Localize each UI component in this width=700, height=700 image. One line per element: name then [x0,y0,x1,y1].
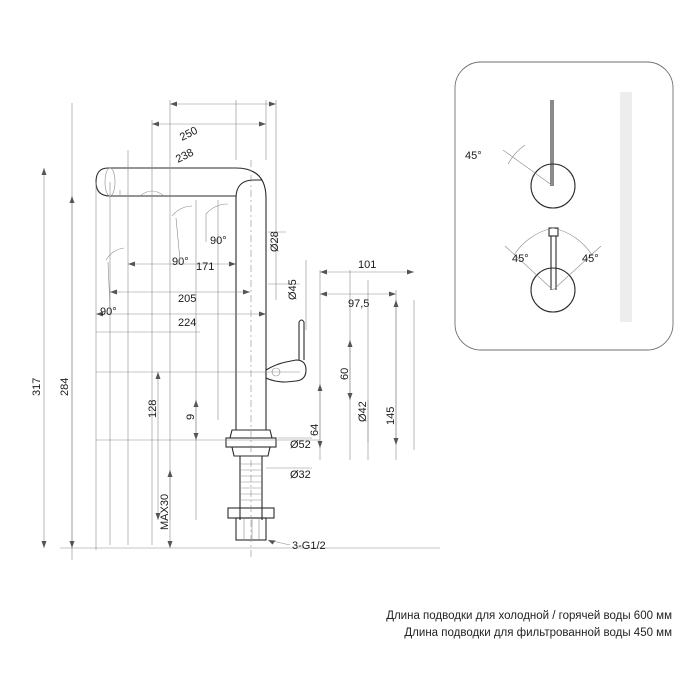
arrow-238-left [152,122,159,127]
dim-d42-label: Ø42 [357,401,369,422]
arrow-284-bottom [70,541,75,548]
notes-block [386,608,672,642]
detail-angle-right-label: 45° [582,253,599,265]
angle-arc-a [206,204,228,214]
dim-145-label: 145 [385,406,397,425]
dim-9-label: 9 [185,413,197,420]
arrow-205-right [243,290,250,295]
spout-bend-inner [236,180,262,198]
arrow-171-left [128,262,135,267]
detail-angle-top-label: 45° [465,150,482,162]
arrow-284-top [70,196,75,203]
dim-angle-b-label: 90° [172,256,189,268]
dim-205-label: 205 [178,293,197,305]
dim-317-label: 317 [31,377,43,396]
thread-label: 3-G1/2 [292,540,326,552]
dim-d45-label: Ø45 [287,279,299,300]
dim-d28-label: Ø28 [269,231,281,252]
arrow-101-left [320,270,327,275]
arrow-317-top [42,168,47,175]
arrow-250-left [170,102,177,107]
dim-128-label: 128 [147,399,159,418]
arrow-60-top [348,340,353,347]
thread-arrow [268,540,276,545]
angle-arc-b [172,206,192,216]
dim-101-label: 101 [358,259,377,271]
dim-d32-label: Ø32 [290,469,311,481]
arrow-max30-top [168,470,173,477]
arrow-205-left [110,290,117,295]
dim-224-label: 224 [178,317,197,329]
panel-grip-strip [620,92,632,322]
note-line-1: Длина подводки для холодной / горячей воды 600 мм [386,610,672,622]
note-line-2: Длина подводки для фильтрованной воды 450 мм [404,627,672,639]
arrow-128-top [156,372,161,379]
arrow-171-right [229,262,236,267]
faucet-body-group [96,160,306,560]
arrow-9-top [194,400,199,407]
detail-angle-left-label: 45° [512,253,529,265]
lever-tip [299,320,304,322]
dim-d52-label: Ø52 [290,439,311,451]
arrow-975-right [389,292,396,297]
angle-ray-b [176,218,180,260]
dim-975-label: 97,5 [348,298,370,310]
arrow-101-right [407,270,414,275]
dim-angle-a-label: 90° [210,235,227,247]
arrow-9-bottom [194,433,199,440]
arrow-max30-bottom [168,541,173,548]
dim-284-label: 284 [59,377,71,396]
arrow-317-bottom [42,541,47,548]
dim-angle-c-label: 90° [100,306,117,318]
dim-171-label: 171 [196,261,215,273]
dim-238-label: 238 [173,146,196,166]
arrow-145-bottom [394,438,399,445]
dim-64-label: 64 [309,423,321,436]
dim-max30-label: MAX30 [159,493,171,530]
arrow-224-right [259,312,266,317]
angle-arc-c [106,248,124,260]
arrow-60-bottom [348,393,353,400]
arrow-975-left [320,292,327,297]
arrow-250-right [269,102,276,107]
arrow-64-bottom [318,441,323,448]
spout-nose-cap [96,168,110,196]
arrow-145-top [394,300,399,307]
detail-panel-frame [455,62,673,350]
detail-panel-group [455,62,673,350]
dim-250-label: 250 [177,124,200,144]
arrow-64-top [318,384,323,391]
arrow-238-right [259,122,266,127]
dim-60-label: 60 [339,367,351,380]
